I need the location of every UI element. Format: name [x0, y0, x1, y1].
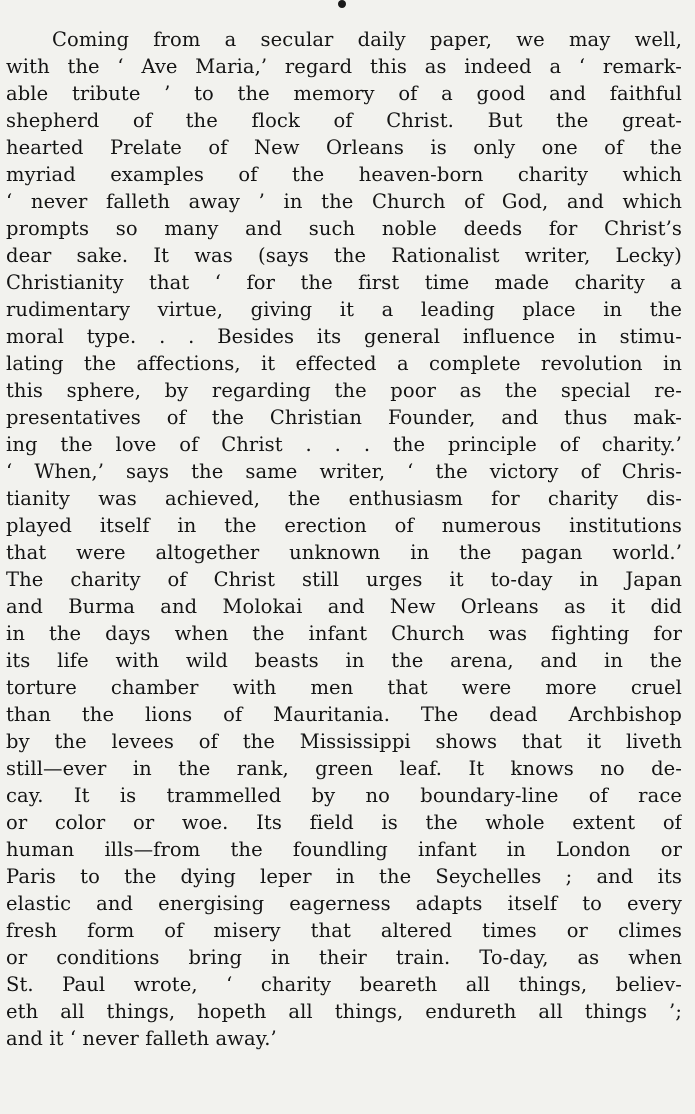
- text-line: played itself in the erection of numerous institutions: [6, 514, 682, 537]
- column-top-bullet: [338, 0, 346, 8]
- text-line: in the days when the infant Church was fighting for: [6, 622, 682, 645]
- text-line: with the ‘ Ave Maria,’ regard this as indeed a ‘ remark-: [6, 55, 682, 78]
- text-line: ‘ When,’ says the same writer, ‘ the victory of Chris-: [6, 460, 682, 483]
- text-line: able tribute ’ to the memory of a good and faithful: [6, 82, 682, 105]
- text-line: that were altogether unknown in the pagan world.’: [6, 541, 682, 564]
- text-line: and Burma and Molokai and New Orleans as it did: [6, 595, 682, 618]
- text-line: still—ever in the rank, green leaf. It knows no de-: [6, 757, 682, 780]
- text-line: this sphere, by regarding the poor as the special re-: [6, 379, 682, 402]
- text-line: than the lions of Mauritania. The dead Archbishop: [6, 703, 682, 726]
- text-line: hearted Prelate of New Orleans is only one of the: [6, 136, 682, 159]
- text-line: ing the love of Christ . . . the principle of charity.’: [6, 433, 682, 456]
- article-body: [6, 26, 682, 1052]
- text-line: lating the affections, it effected a complete revolution in: [6, 352, 682, 375]
- text-line: or conditions bring in their train. To-day, as when: [6, 946, 682, 969]
- text-line: cay. It is trammelled by no boundary-line of race: [6, 784, 682, 807]
- text-line: dear sake. It was (says the Rationalist writer, Lecky): [6, 244, 682, 267]
- text-line: moral type. . . Besides its general influence in stimu-: [6, 325, 682, 348]
- text-line: eth all things, hopeth all things, endureth all things ’;: [6, 1000, 682, 1023]
- text-line: ‘ never falleth away ’ in the Church of God, and which: [6, 190, 682, 213]
- text-line: St. Paul wrote, ‘ charity beareth all things, believ-: [6, 973, 682, 996]
- text-line-final: and it ‘ never falleth away.’: [6, 1027, 277, 1050]
- text-line: tianity was achieved, the enthusiasm for charity dis-: [6, 487, 682, 510]
- text-line: its life with wild beasts in the arena, and in the: [6, 649, 682, 672]
- text-line: rudimentary virtue, giving it a leading place in the: [6, 298, 682, 321]
- text-line: The charity of Christ still urges it to-day in Japan: [6, 568, 682, 591]
- text-line: Christianity that ‘ for the first time made charity a: [6, 271, 682, 294]
- text-line: presentatives of the Christian Founder, and thus mak-: [6, 406, 682, 429]
- text-line: myriad examples of the heaven-born charity which: [6, 163, 682, 186]
- text-line: torture chamber with men that were more cruel: [6, 676, 682, 699]
- text-line: fresh form of misery that altered times or climes: [6, 919, 682, 942]
- text-line: prompts so many and such noble deeds for Christ’s: [6, 217, 682, 240]
- text-line: Coming from a secular daily paper, we may well,: [52, 28, 682, 51]
- text-line: Paris to the dying leper in the Seychelles ; and its: [6, 865, 682, 888]
- text-line: elastic and energising eagerness adapts itself to every: [6, 892, 682, 915]
- text-line: shepherd of the flock of Christ. But the great-: [6, 109, 682, 132]
- text-line: by the levees of the Mississippi shows that it liveth: [6, 730, 682, 753]
- text-line: or color or woe. Its field is the whole extent of: [6, 811, 682, 834]
- text-line: human ills—from the foundling infant in London or: [6, 838, 682, 861]
